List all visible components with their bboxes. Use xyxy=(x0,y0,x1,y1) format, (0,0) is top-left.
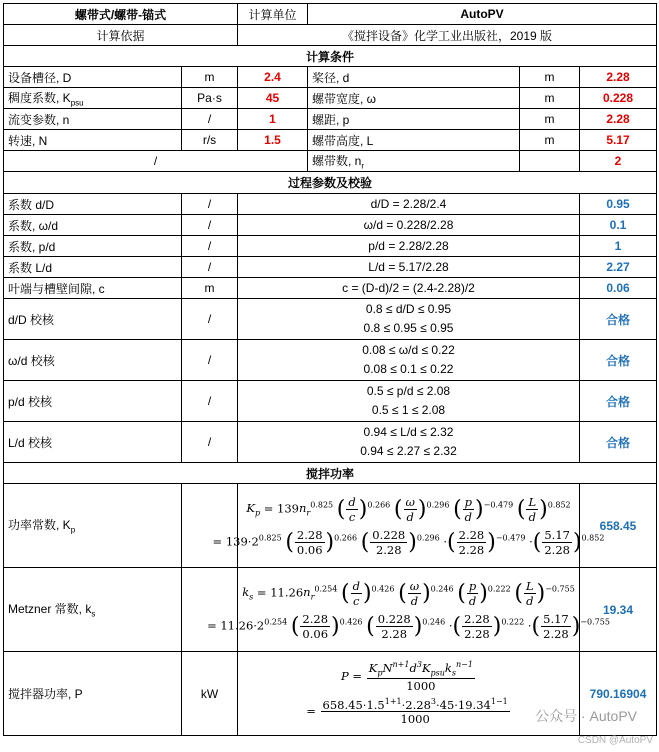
proc-unit: / xyxy=(182,215,238,236)
check-unit: / xyxy=(182,381,238,422)
cond-unit: m xyxy=(520,109,580,130)
proc-formula: ω/d = 0.228/2.28 xyxy=(238,215,580,236)
ks-formula-symbolic: $k_s = 11.26n_r^{0.254}$ ( $\frac{d}{c}$ )$^{0.426}$ ( $\frac{\omega}{d}$ )$^{0.246}$ ( $\frac{p}{d}$ )$^{0.222}$ ( $\frac{L}{d}$ )$^{-0.755}$ xyxy=(242,578,575,608)
ks-row xyxy=(4,568,657,652)
proc-label: 系数 L/d xyxy=(4,257,182,278)
condition-row xyxy=(4,130,657,151)
proc-result: 1 xyxy=(580,236,657,257)
kp-result: 658.45 xyxy=(580,484,657,568)
cond-label: 转速, N xyxy=(4,130,182,151)
cond-value: 45 xyxy=(238,88,308,109)
proc-label: 叶端与槽壁间隙, c xyxy=(4,278,182,299)
cond-value: 2.28 xyxy=(580,109,657,130)
condition-row xyxy=(4,88,657,109)
cond-label: 设备槽径, D xyxy=(4,67,182,88)
check-row xyxy=(4,381,657,422)
check-unit: / xyxy=(182,299,238,340)
check-label: p/d 校核 xyxy=(4,381,182,422)
sheet-title: 螺带式/螺带-锚式 xyxy=(4,4,238,25)
cond-unit: m xyxy=(182,67,238,88)
unit-value: AutoPV xyxy=(308,4,657,25)
cond-unit: m xyxy=(520,130,580,151)
proc-result: 0.06 xyxy=(580,278,657,299)
cond-label: 螺带数, $n_r$ xyxy=(308,151,520,172)
proc-result: 2.27 xyxy=(580,257,657,278)
proc-label: 系数, ω/d xyxy=(4,215,182,236)
check-row xyxy=(4,340,657,381)
check-formula: 0.08 ≤ ω/d ≤ 0.22 0.08 ≤ 0.1 ≤ 0.22 xyxy=(238,340,580,381)
proc-result: 0.95 xyxy=(580,194,657,215)
check-result: 合格 xyxy=(580,299,657,340)
cond-label: 螺带高度, L xyxy=(308,130,520,151)
section-conditions: 计算条件 xyxy=(4,46,657,67)
cond-unit: m xyxy=(520,88,580,109)
cond-label: 桨径, d xyxy=(308,67,520,88)
process-row xyxy=(4,257,657,278)
check-unit: / xyxy=(182,422,238,463)
check-label: d/D 校核 xyxy=(4,299,182,340)
check-formula: 0.94 ≤ L/d ≤ 2.32 0.94 ≤ 2.27 ≤ 2.32 xyxy=(238,422,580,463)
condition-row xyxy=(4,67,657,88)
cond-value: 2.4 xyxy=(238,67,308,88)
check-formula: 0.5 ≤ p/d ≤ 2.08 0.5 ≤ 1 ≤ 2.08 xyxy=(238,381,580,422)
proc-formula: c = (D-d)/2 = (2.4-2.28)/2 xyxy=(238,278,580,299)
check-formula: 0.8 ≤ d/D ≤ 0.95 0.8 ≤ 0.95 ≤ 0.95 xyxy=(238,299,580,340)
cond-unit: m xyxy=(520,67,580,88)
cond-unit: r/s xyxy=(182,130,238,151)
csdn-watermark: CSDN @AutoPV xyxy=(577,735,653,746)
basis-value: 《搅拌设备》化学工业出版社，2019 版 xyxy=(238,25,657,46)
cond-label: / xyxy=(4,151,308,172)
cond-label: 螺带宽度, ω xyxy=(308,88,520,109)
cond-value: 1 xyxy=(238,109,308,130)
section-process: 过程参数及校验 xyxy=(4,172,657,194)
check-label: ω/d 校核 xyxy=(4,340,182,381)
cond-label: 螺距, p xyxy=(308,109,520,130)
power-formula-symbolic: P = $\frac{K_pN^{n+1}d^3K_{psu}k_s^{n-1}}{1000}$ xyxy=(341,660,473,693)
check-row xyxy=(4,422,657,463)
proc-unit: m xyxy=(182,278,238,299)
cond-value: 2.28 xyxy=(580,67,657,88)
proc-result: 0.1 xyxy=(580,215,657,236)
wechat-watermark: 公众号 · AutoPV xyxy=(535,708,637,724)
proc-formula: d/D = 2.28/2.4 xyxy=(238,194,580,215)
power-formula xyxy=(238,652,580,736)
process-row xyxy=(4,194,657,215)
process-row xyxy=(4,236,657,257)
unit-label: 计算单位 xyxy=(238,4,308,25)
process-row xyxy=(4,278,657,299)
cond-label: 稠度系数, $K_{psu}$ xyxy=(4,88,182,109)
kp-formula-symbolic: $K_p = 139n_r^{0.825}$ ( $\frac{d}{c}$ )$^{0.266}$ ( $\frac{\omega}{d}$ )$^{0.296}$ ( $\frac{p}{d}$ )$^{-0.479}$ ( $\frac{L}{d}$ )$^{0.852}$ xyxy=(246,494,571,524)
cond-label: 流变参数, n xyxy=(4,109,182,130)
power-result: 790.16904 xyxy=(580,652,657,736)
power-unit: kW xyxy=(182,652,238,736)
cond-unit: / xyxy=(182,109,238,130)
cond-value: 1.5 xyxy=(238,130,308,151)
cond-unit: Pa·s xyxy=(182,88,238,109)
condition-row xyxy=(4,109,657,130)
kp-row xyxy=(4,484,657,568)
proc-formula: p/d = 2.28/2.28 xyxy=(238,236,580,257)
ks-label: Metzner 常数, $k_s$ xyxy=(4,568,182,652)
process-row xyxy=(4,215,657,236)
section-power: 搅拌功率 xyxy=(4,463,657,484)
proc-unit: / xyxy=(182,257,238,278)
check-result: 合格 xyxy=(580,422,657,463)
power-formula-numeric: = $\frac{658.45\cdot 1.5^{1+1}\cdot 2.28^3\cdot 45\cdot 19.34^{1-1}}{1000}$ xyxy=(306,696,508,727)
cond-value: 5.17 xyxy=(580,130,657,151)
calc-sheet xyxy=(3,3,657,736)
ks-formula xyxy=(207,568,610,652)
power-label: 搅拌器功率, P xyxy=(4,652,182,736)
condition-row xyxy=(4,151,657,172)
cond-value: 2 xyxy=(580,151,657,172)
check-label: L/d 校核 xyxy=(4,422,182,463)
check-row xyxy=(4,299,657,340)
proc-formula: L/d = 5.17/2.28 xyxy=(238,257,580,278)
check-result: 合格 xyxy=(580,340,657,381)
proc-unit: / xyxy=(182,194,238,215)
check-result: 合格 xyxy=(580,381,657,422)
ks-result: 19.34 xyxy=(580,568,657,652)
kp-formula xyxy=(212,484,605,568)
basis-label: 计算依据 xyxy=(4,25,238,46)
proc-unit: / xyxy=(182,236,238,257)
check-unit: / xyxy=(182,340,238,381)
cond-unit xyxy=(520,151,580,172)
cond-value: 0.228 xyxy=(580,88,657,109)
kp-formula-numeric: = $139\cdot 2^{0.825}$ ( $\frac{2.28}{0.06}$ )$^{0.266}$ ( $\frac{0.228}{2.28}$ )$^{0.296}$ ·( $\frac{2.28}{2.28}$ )$^{-0.479}$ ·( $\frac{5.17}{2.28}$ )$^{0.852}$ xyxy=(212,527,605,557)
proc-label: 系数, p/d xyxy=(4,236,182,257)
kp-label: 功率常数, $K_p$ xyxy=(4,484,182,568)
proc-label: 系数 d/D xyxy=(4,194,182,215)
ks-formula-numeric: = $11.26\cdot 2^{0.254}$ ( $\frac{2.28}{0.06}$ )$^{0.426}$ ( $\frac{0.228}{2.28}$ )$^{0.246}$ ·( $\frac{2.28}{2.28}$ )$^{0.222}$ ·( $\frac{5.17}{2.28}$ )$^{-0.755}$ xyxy=(207,611,610,641)
